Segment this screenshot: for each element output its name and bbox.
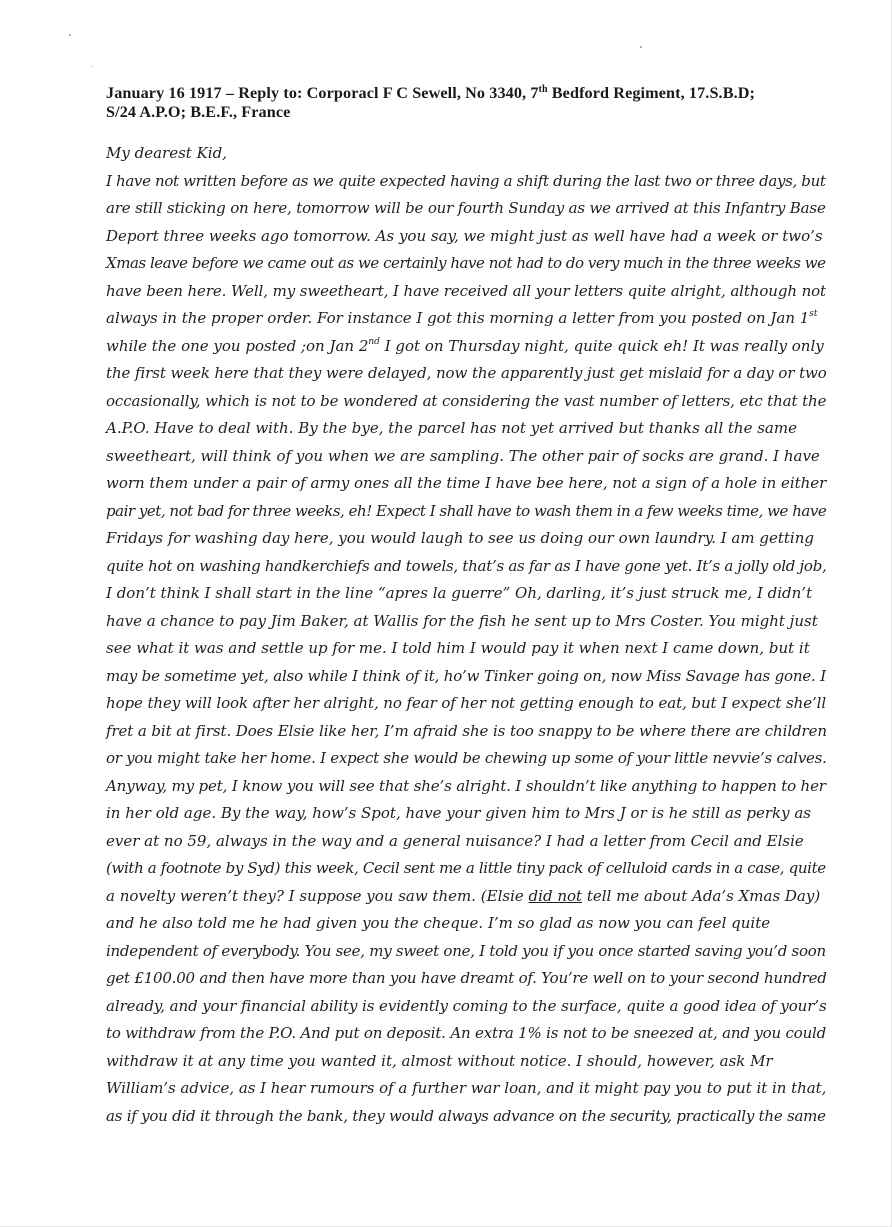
letter-line: worn them under a pair of army ones all the time I have bee here, not a sign of a hole in either [106,474,827,492]
letter-line: to withdraw from the P.O. And put on deposit. An extra 1% is not to be sneezed at, and you could [106,1024,827,1042]
letter-line: hope they will look after her alright, no fear of her not getting enough to eat, but I expect she’ll [106,694,827,712]
ordinal-suffix: nd [368,336,380,347]
letter-line: in her old age. By the way, how’s Spot, have your given him to Mrs J or is he still as perky as [106,804,812,822]
letter-line: I have not written before as we quite expected having a shift during the last two or three days, but [106,171,826,190]
letter-line: Fridays for washing day here, you would laugh to see us doing our own laundry. I am getting [106,529,814,547]
letter-line: the first week here that they were delayed, now the apparently just get mislaid for a day or two [106,364,827,382]
letter-line: Xmas leave before we came out as we certainly have not had to do very much in the three weeks we [106,254,826,272]
letter-line: sweetheart, will think of you when we are sampling. The other pair of socks are grand. I have [106,446,820,465]
letter-line: may be sometime yet, also while I think of it, ho’w Tinker going on, now Miss Savage has gone. I [106,666,826,685]
letter-line: have a chance to pay Jim Baker, at Wallis for the fish he sent up to Mrs Coster. You might just [106,611,818,630]
scan-speck [69,34,71,36]
letter-line: already, and your financial ability is evidently coming to the surface, quite a good idea of your’s [106,996,827,1015]
letter-line: fret a bit at first. Does Elsie like her, I’m afraid she is too snappy to be where there are children [106,721,827,740]
letter-text: while the one you posted ;on Jan 2 [106,336,369,355]
letter-line: and he also told me he had given you the cheque. I’m so glad as now you can feel quite [106,914,771,932]
letter-line: William’s advice, as I hear rumours of a further war loan, and it might pay you to put it in that, [106,1079,827,1097]
letter-text: always in the proper order. For instance I got this morning a letter from you posted on Jan 1 [106,309,810,327]
letter-line: I don’t think I shall start in the line “apres la guerre” Oh, darling, it’s just struck me, I didn’t [106,584,813,602]
letter-line [106,883,826,911]
letter-line [106,305,826,333]
letter-line: quite hot on washing handkerchiefs and towels, that’s as far as I have gone yet. It’s a jolly old job, [106,556,827,575]
letter-line: as if you did it through the bank, they would always advance on the security, practically the same [106,1106,826,1125]
letter-line: are still sticking on here, tomorrow will be our fourth Sunday as we arrived at this Infantry Base [106,199,826,217]
letter-header [106,84,826,121]
ordinal-suffix: st [809,309,818,319]
header-line-2: S/24 A.P.O; B.E.F., France [106,102,291,121]
letter-text: a novelty weren’t they? I suppose you saw them. (Elsie [106,886,529,905]
letter-line: occasionally, which is not to be wondered at considering the vast number of letters, etc that the [106,391,827,410]
letter-line: get £100.00 and then have more than you have dreamt of. You’re well on to your second hundred [106,969,827,987]
letter-line: (with a footnote by Syd) this week, Cecil sent me a little tiny pack of celluloid cards in a case, quite [106,859,826,877]
letter-line: independent of everybody. You see, my sweet one, I told you if you once started saving you’d soon [106,941,826,960]
header-line-1 [106,84,826,103]
letter-text: tell me about Ada’s Xmas Day) [582,886,821,905]
header-superscript: th [538,84,548,95]
letter-line: have been here. Well, my sweetheart, I have received all your letters quite alright, although not [106,281,826,300]
letter-text: I got on Thursday night, quite quick eh! It was really only [379,336,824,355]
letter-body [106,140,826,1130]
letter-line: ever at no 59, always in the way and a general nuisance? I had a letter from Cecil and Elsie [106,831,804,850]
underlined-text: did not [528,886,583,905]
letter-line: A.P.O. Have to deal with. By the bye, the parcel has not yet arrived but thanks all the same [106,419,797,437]
scan-speck [92,66,93,67]
salutation: My dearest Kid, [106,144,227,162]
letter-line: see what it was and settle up for me. I told him I would pay it when next I came down, but it [106,639,810,657]
letter-line: or you might take her home. I expect she would be chewing up some of your little nevvie’s calves. [106,749,827,767]
header-text: Bedford Regiment, 17.S.B.D; [547,84,756,102]
scan-speck [640,46,642,48]
letter-line [106,333,826,361]
letter-line: pair yet, not bad for three weeks, eh! Expect I shall have to wash them in a few weeks time, we have [106,501,827,520]
letter-line: Anyway, my pet, I know you will see that she’s alright. I shouldn’t like anything to happen to her [106,776,826,795]
letter-line: withdraw it at any time you wanted it, almost without notice. I should, however, ask Mr [106,1051,773,1070]
header-text: January 16 1917 – Reply to: Corporacl F C Sewell, No 3340, 7 [106,84,539,102]
letter-line: Deport three weeks ago tomorrow. As you say, we might just as well have had a week or two’s [106,226,823,245]
